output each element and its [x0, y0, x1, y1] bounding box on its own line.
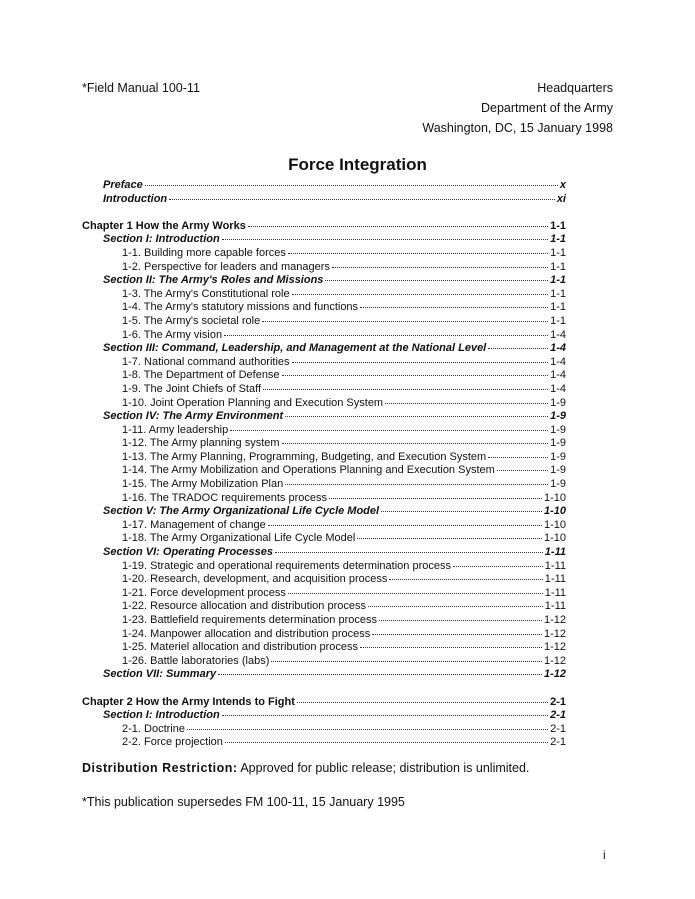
toc-entry-page: 1-12	[543, 641, 566, 654]
leader-dots	[218, 674, 542, 675]
leader-dots	[379, 620, 542, 621]
toc-section[interactable]	[82, 342, 566, 356]
toc-entry-page: 1-10	[543, 518, 566, 531]
leader-dots	[360, 307, 548, 308]
leader-dots	[187, 729, 548, 730]
toc-item[interactable]	[82, 329, 566, 343]
leader-dots	[248, 226, 548, 227]
toc-item[interactable]	[82, 614, 566, 628]
toc-item[interactable]	[82, 560, 566, 574]
toc-entry-title: Section V: The Army Organizational Life Cycle Model	[103, 505, 380, 518]
toc-section[interactable]	[82, 274, 566, 288]
toc-item[interactable]	[82, 288, 566, 302]
table-of-contents	[82, 179, 566, 750]
toc-entry-page: 2-1	[550, 695, 566, 708]
toc-entry-page: 1-9	[550, 464, 566, 477]
toc-entry-title: 1-14. The Army Mobilization and Operations Planning and Execution System	[122, 464, 495, 477]
leader-dots	[453, 566, 543, 567]
toc-entry-page: 1-12	[543, 614, 566, 626]
toc-entry-page: 1-1	[550, 260, 566, 273]
leader-dots	[385, 403, 548, 404]
leader-dots	[360, 647, 542, 648]
page-number: i	[603, 848, 606, 862]
toc-entry-title: 1-26. Battle laboratories (labs)	[122, 654, 270, 667]
toc-entry-title: Section III: Command, Leadership, and Management at the National Level	[103, 342, 487, 355]
leader-dots	[292, 294, 549, 295]
toc-item[interactable]	[82, 519, 566, 533]
leader-dots	[145, 185, 558, 186]
toc-entry-title: 1-23. Battlefield requirements determination process	[122, 614, 377, 626]
toc-entry-page: 1-1	[550, 287, 566, 300]
leader-dots	[488, 348, 548, 349]
toc-entry-title: 1-19. Strategic and operational requirements determination process	[122, 559, 451, 572]
toc-entry-page: 1-10	[543, 532, 566, 545]
toc-entry-page: x	[559, 179, 566, 191]
toc-entry-title: 1-9. The Joint Chiefs of Staff	[122, 382, 262, 395]
toc-entry-page: 1-9	[550, 478, 566, 491]
toc-entry-title: Section VII: Summary	[103, 668, 217, 681]
toc-entry-page: 1-11	[544, 559, 566, 572]
toc-entry-page: 1-10	[543, 491, 566, 504]
leader-dots	[263, 389, 548, 390]
distribution-text: Approved for public release; distribution is unlimited.	[237, 761, 530, 775]
toc-entry-title: Section VI: Operating Processes	[103, 546, 273, 559]
toc-item[interactable]	[82, 356, 566, 370]
toc-entry-title: 1-10. Joint Operation Planning and Execution System	[122, 396, 384, 409]
toc-item[interactable]	[82, 641, 566, 655]
leader-dots	[222, 239, 548, 240]
leader-dots	[169, 199, 555, 200]
toc-entry-page: 2-1	[550, 736, 566, 749]
toc-entry-title: Chapter 2 How the Army Intends to Fight	[82, 695, 295, 708]
leader-dots	[224, 335, 548, 336]
leader-dots	[282, 375, 549, 376]
toc-entry-title: 1-4. The Army's statutory missions and functions	[122, 301, 359, 314]
toc-entry-title: Introduction	[103, 192, 168, 205]
leader-dots	[368, 606, 543, 607]
toc-item[interactable]	[82, 736, 566, 750]
toc-entry-title: Preface	[103, 179, 143, 191]
toc-item[interactable]	[82, 478, 566, 492]
leader-dots	[389, 579, 542, 580]
toc-entry-page: 1-4	[550, 342, 566, 355]
toc-entry-page: 1-1	[550, 219, 566, 232]
leader-dots	[285, 416, 548, 417]
toc-item[interactable]	[82, 723, 566, 737]
toc-item[interactable]	[82, 397, 566, 411]
department-line: Department of the Army	[480, 101, 613, 115]
leader-dots	[488, 457, 548, 458]
leader-dots	[268, 525, 542, 526]
toc-item[interactable]	[82, 655, 566, 669]
leader-dots	[271, 661, 542, 662]
toc-entry-title: 1-7. National command authorities	[122, 355, 290, 368]
toc-spacer	[82, 682, 566, 696]
toc-entry-page: 2-1	[550, 722, 566, 735]
toc-entry-page: 1-4	[550, 355, 566, 368]
toc-entry-title: Chapter 1 How the Army Works	[82, 219, 246, 232]
toc-item[interactable]	[82, 424, 566, 438]
leader-dots	[325, 280, 548, 281]
toc-entry-page: 1-11	[544, 600, 566, 613]
toc-entry-title: 1-6. The Army vision	[122, 328, 223, 341]
toc-entry-title: 1-20. Research, development, and acquisition process	[122, 573, 388, 586]
leader-dots	[230, 430, 548, 431]
toc-entry-page: 1-4	[550, 369, 566, 382]
leader-dots	[275, 552, 543, 553]
toc-chapter[interactable]	[82, 220, 566, 234]
toc-item[interactable]	[82, 532, 566, 546]
distribution-restriction	[82, 761, 529, 775]
toc-entry-title: Section II: The Army's Roles and Missions	[103, 274, 324, 287]
toc-entry-title: 1-3. The Army's Constitutional role	[122, 287, 290, 300]
distribution-label: Distribution Restriction:	[82, 761, 238, 775]
toc-entry-page: 1-1	[550, 301, 566, 314]
toc-entry-page: 2-1	[550, 709, 566, 722]
toc-front-matter[interactable]	[82, 179, 566, 193]
toc-item[interactable]	[82, 247, 566, 261]
toc-entry-title: 1-22. Resource allocation and distribution process	[122, 600, 366, 613]
toc-item[interactable]	[82, 451, 566, 465]
toc-entry-page: 1-10	[543, 505, 566, 518]
document-title: Force Integration	[288, 155, 427, 174]
toc-entry-page: 1-1	[550, 246, 566, 259]
toc-entry-title: 1-1. Building more capable forces	[122, 246, 286, 259]
toc-entry-title: 1-8. The Department of Defense	[122, 369, 280, 382]
toc-entry-title: 1-16. The TRADOC requirements process	[122, 491, 328, 504]
toc-section[interactable]	[82, 546, 566, 560]
toc-entry-title: 1-25. Materiel allocation and distribution process	[122, 641, 359, 654]
toc-entry-title: 1-15. The Army Mobilization Plan	[122, 478, 284, 491]
toc-entry-title: 1-21. Force development process	[122, 586, 286, 599]
toc-chapter[interactable]	[82, 696, 566, 710]
toc-item[interactable]	[82, 464, 566, 478]
toc-item[interactable]	[82, 261, 566, 275]
toc-item[interactable]	[82, 315, 566, 329]
toc-front-matter[interactable]	[82, 193, 566, 207]
toc-entry-page: 1-12	[543, 627, 566, 640]
toc-entry-page: 1-1	[550, 314, 566, 327]
toc-entry-page: 1-4	[550, 328, 566, 341]
leader-dots	[297, 702, 548, 703]
toc-entry-page: 1-9	[550, 396, 566, 409]
toc-section[interactable]	[82, 233, 566, 247]
toc-entry-page: 1-9	[550, 450, 566, 463]
toc-entry-page: 1-9	[550, 410, 566, 423]
leader-dots	[497, 470, 548, 471]
toc-entry-page: 1-12	[543, 668, 566, 681]
toc-entry-page: 1-9	[550, 437, 566, 450]
toc-spacer	[82, 206, 566, 220]
toc-entry-title: 1-11. Army leadership	[122, 423, 229, 436]
toc-item[interactable]	[82, 600, 566, 614]
leader-dots	[381, 511, 542, 512]
leader-dots	[292, 362, 549, 363]
toc-entry-title: 1-18. The Army Organizational Life Cycle Model	[122, 532, 356, 545]
leader-dots	[225, 742, 548, 743]
toc-item[interactable]	[82, 587, 566, 601]
toc-item[interactable]	[82, 492, 566, 506]
leader-dots	[282, 443, 549, 444]
toc-item[interactable]	[82, 301, 566, 315]
leader-dots	[285, 484, 548, 485]
toc-entry-title: Section I: Introduction	[103, 709, 220, 722]
toc-entry-page: xi	[556, 192, 566, 205]
field-manual-number: *Field Manual 100-11	[82, 81, 200, 95]
toc-entry-page: 1-11	[544, 586, 566, 599]
toc-section[interactable]	[82, 709, 566, 723]
toc-entry-page: 1-12	[543, 654, 566, 667]
leader-dots	[222, 715, 548, 716]
leader-dots	[288, 253, 548, 254]
leader-dots	[262, 321, 548, 322]
toc-entry-title: Section IV: The Army Environment	[103, 410, 284, 423]
leader-dots	[357, 538, 542, 539]
leader-dots	[329, 498, 542, 499]
toc-item[interactable]	[82, 573, 566, 587]
supersedes-note: *This publication supersedes FM 100-11, 15 January 1995	[82, 795, 405, 809]
toc-entry-title: 2-2. Force projection	[122, 736, 223, 749]
toc-entry-page: 1-11	[544, 573, 566, 586]
toc-item[interactable]	[82, 628, 566, 642]
toc-entry-page: 1-1	[550, 274, 566, 287]
toc-entry-title: Section I: Introduction	[103, 233, 220, 246]
toc-item[interactable]	[82, 369, 566, 383]
location-date-line: Washington, DC, 15 January 1998	[422, 121, 613, 135]
leader-dots	[372, 634, 542, 635]
toc-entry-title: 1-24. Manpower allocation and distribution process	[122, 627, 371, 640]
toc-entry-title: 1-5. The Army's societal role	[122, 314, 261, 327]
toc-item[interactable]	[82, 383, 566, 397]
toc-item[interactable]	[82, 437, 566, 451]
toc-entry-title: 1-17. Management of change	[122, 518, 266, 531]
headquarters-line: Headquarters	[537, 81, 613, 95]
leader-dots	[288, 593, 543, 594]
toc-entry-page: 1-9	[550, 423, 566, 436]
toc-entry-page: 1-1	[550, 233, 566, 246]
toc-entry-title: 1-12. The Army planning system	[122, 437, 280, 450]
toc-entry-title: 2-1. Doctrine	[122, 722, 185, 735]
leader-dots	[332, 267, 548, 268]
toc-entry-title: 1-2. Perspective for leaders and managers	[122, 260, 330, 273]
toc-entry-page: 1-11	[544, 546, 566, 559]
toc-section[interactable]	[82, 668, 566, 682]
toc-section[interactable]	[82, 410, 566, 424]
toc-entry-title: 1-13. The Army Planning, Programming, Budgeting, and Execution System	[122, 450, 487, 463]
toc-section[interactable]	[82, 505, 566, 519]
toc-entry-page: 1-4	[550, 382, 566, 395]
